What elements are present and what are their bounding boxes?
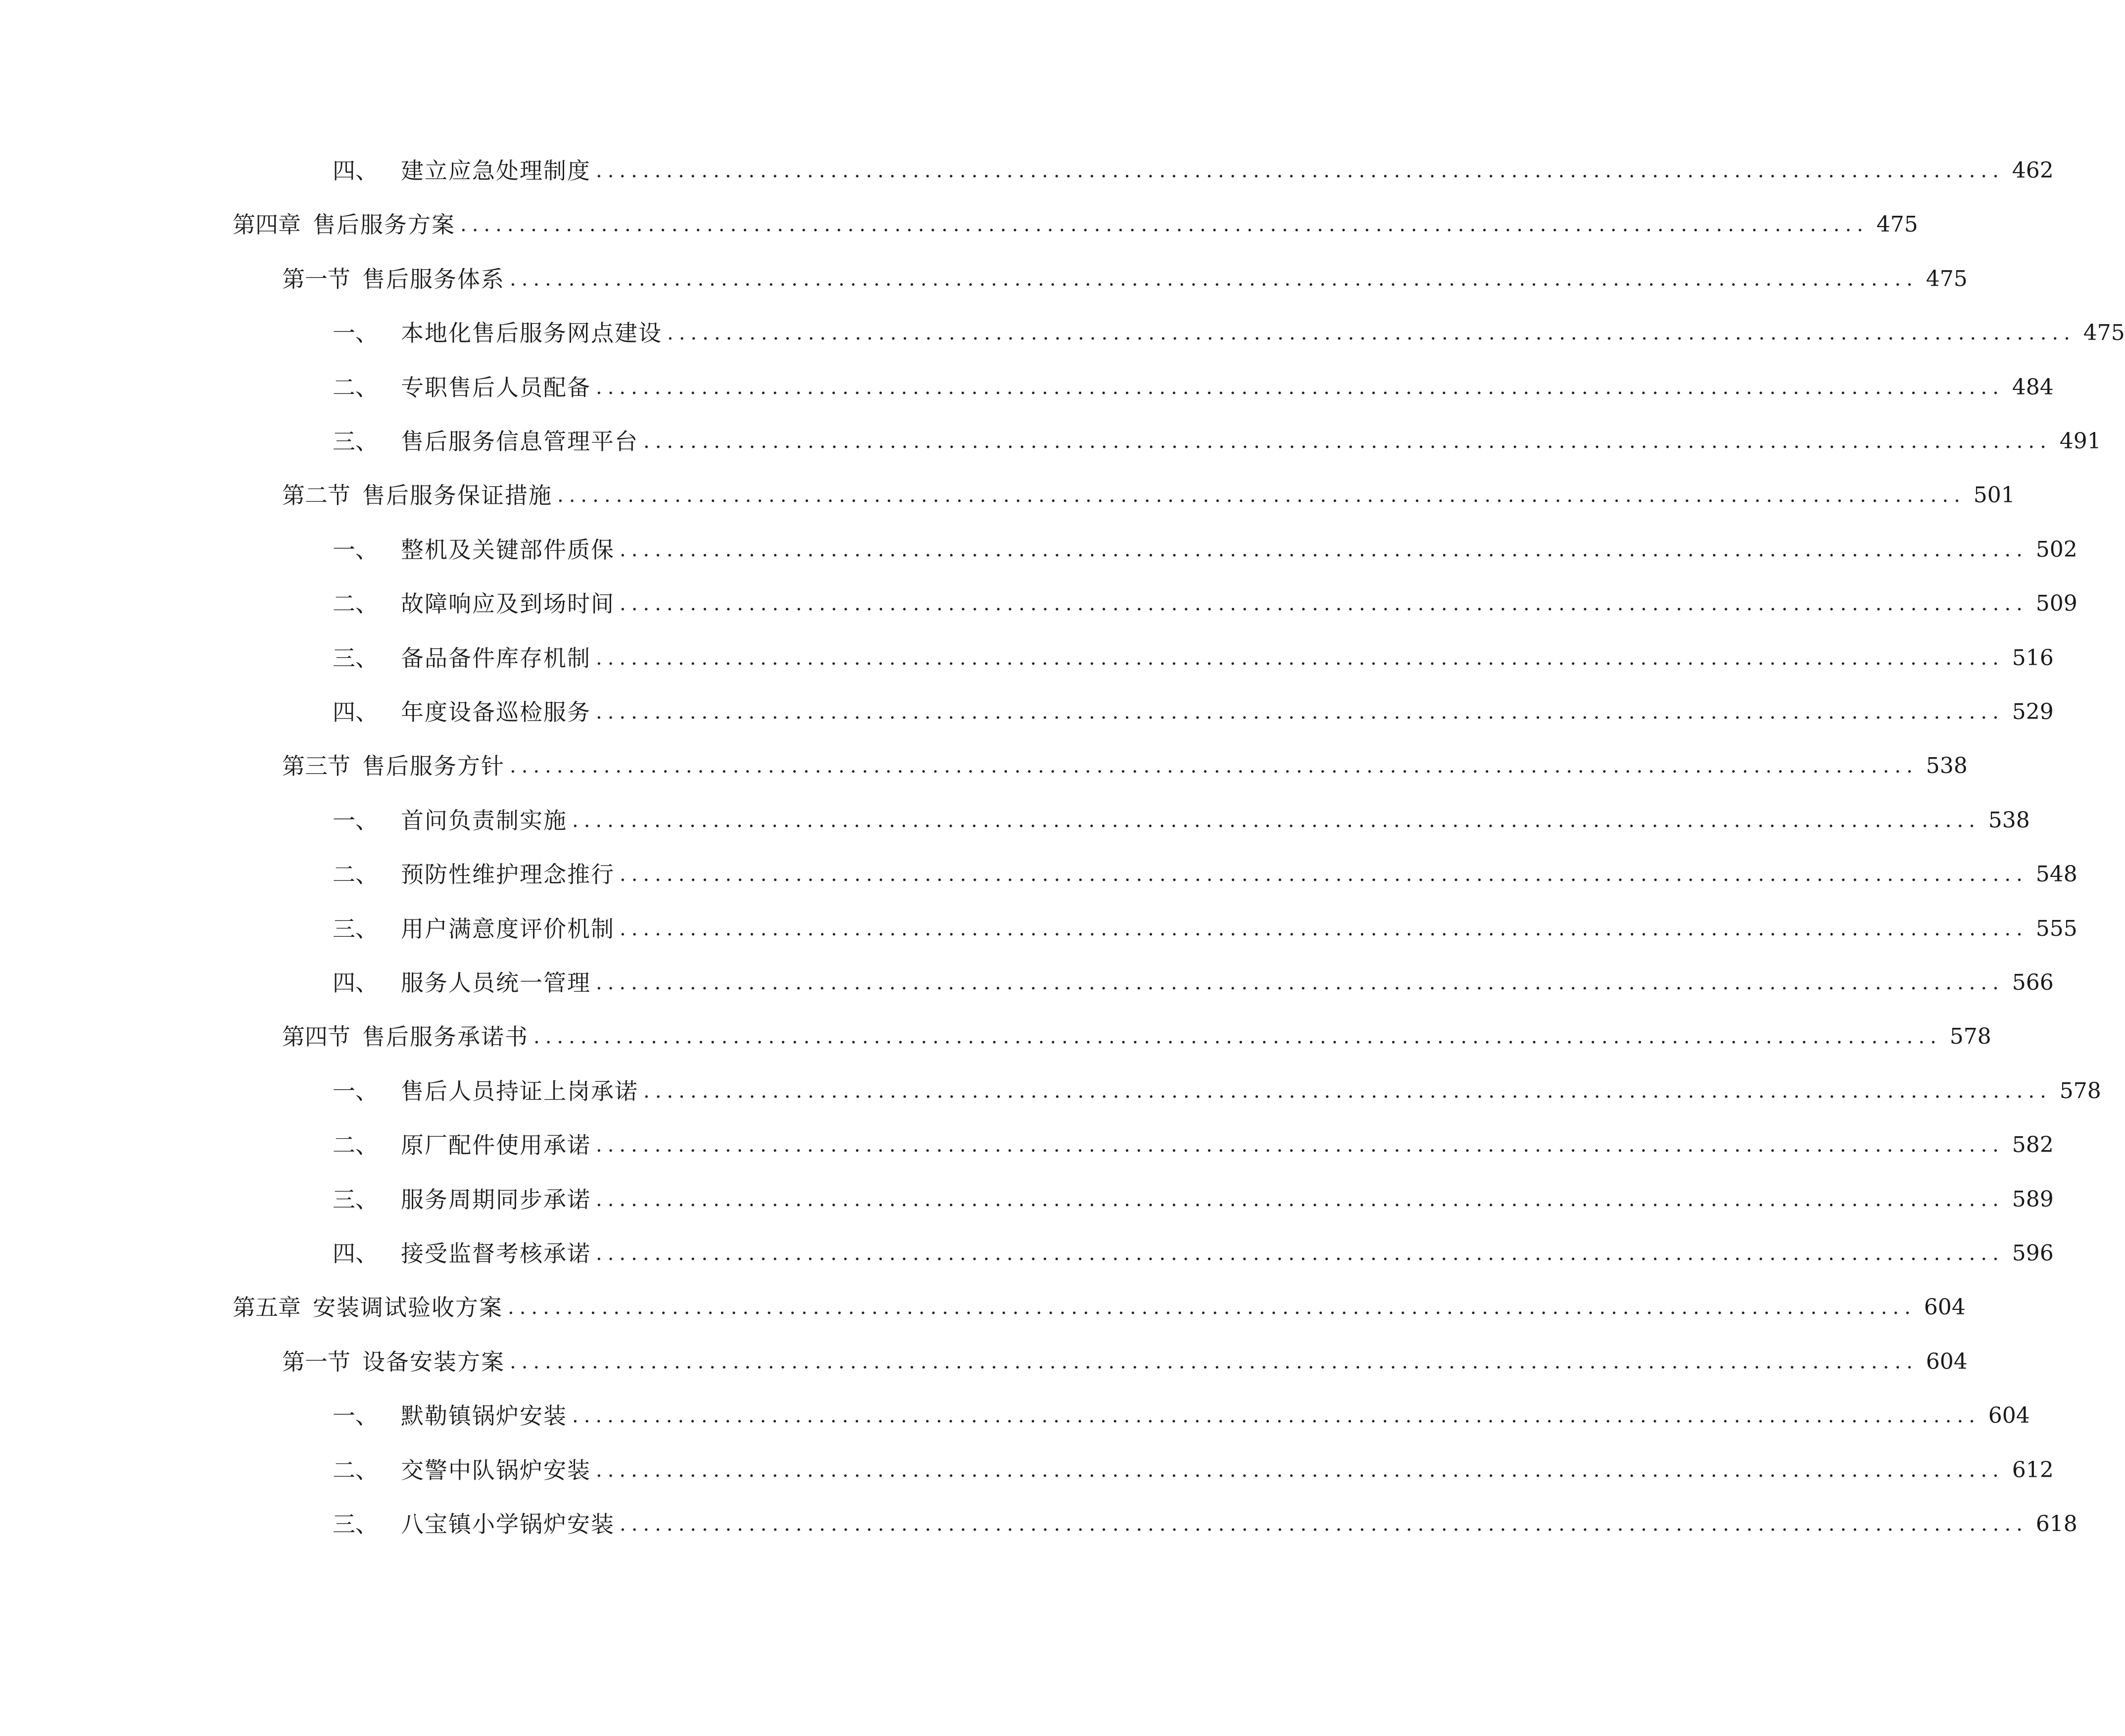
toc-entry-number: 第五章 (233, 1294, 301, 1321)
toc-dot-leader: ........................................................................................................................ (508, 1296, 1916, 1319)
toc-entry-title: 用户满意度评价机制 (401, 916, 615, 942)
toc-entry-title: 售后服务方案 (313, 211, 455, 238)
toc-entry-number: 一、 (333, 807, 378, 834)
toc-entry[interactable] (333, 1396, 2030, 1436)
toc-entry-page-number: 604 (1926, 1349, 1968, 1374)
toc-entry-number: 三、 (333, 645, 378, 672)
toc-entry[interactable] (333, 801, 2030, 840)
toc-dot-leader: ........................................................................................................................ (643, 430, 2052, 453)
toc-entry-number: 三、 (333, 916, 378, 942)
toc-entry-page-number: 604 (1924, 1295, 1966, 1320)
toc-entry-page-number: 589 (2012, 1187, 2054, 1212)
toc-entry-title: 设备安装方案 (362, 1349, 505, 1375)
toc-dot-leader: ........................................................................................................................ (596, 1242, 2004, 1265)
toc-entry-number: 二、 (333, 590, 378, 617)
toc-entry-number: 第三节 (282, 753, 350, 779)
toc-entry[interactable] (333, 855, 2077, 894)
toc-entry[interactable] (282, 476, 2015, 515)
toc-entry-title: 整机及关键部件质保 (401, 536, 615, 563)
toc-entry-page-number: 509 (2035, 591, 2077, 616)
toc-entry-page-number: 529 (2012, 699, 2054, 724)
toc-dot-leader: ........................................................................................................................ (510, 268, 1918, 290)
toc-dot-leader: ........................................................................................................................ (596, 971, 2004, 994)
toc-entry-number: 四、 (333, 969, 378, 996)
toc-entry[interactable] (333, 1450, 2054, 1490)
toc-dot-leader: ........................................................................................................................ (596, 701, 2004, 723)
toc-entry[interactable] (333, 530, 2077, 570)
toc-entry[interactable] (333, 1504, 2077, 1544)
toc-entry-number: 四、 (333, 157, 378, 184)
toc-dot-leader: ........................................................................................................................ (596, 376, 2004, 399)
toc-dot-leader: ........................................................................................................................ (572, 809, 1980, 832)
toc-entry-page-number: 491 (2059, 429, 2101, 454)
toc-entry-number: 二、 (333, 1132, 378, 1158)
toc-entry-title: 故障响应及到场时间 (401, 590, 615, 617)
toc-entry[interactable] (233, 205, 1918, 244)
toc-entry-page-number: 604 (1988, 1403, 2030, 1428)
toc-entry-number: 一、 (333, 1402, 378, 1429)
toc-entry-page-number: 582 (2012, 1132, 2054, 1157)
toc-entry-title: 售后服务保证措施 (362, 482, 552, 509)
toc-dot-leader: ........................................................................................................................ (596, 1459, 2004, 1482)
toc-entry-number: 三、 (333, 1186, 378, 1213)
toc-entry-title: 备品备件库存机制 (401, 645, 591, 672)
toc-dot-leader: ........................................................................................................................ (596, 1134, 2004, 1157)
toc-entry-title: 售后服务体系 (362, 266, 505, 292)
toc-entry-title: 默勒镇锅炉安装 (401, 1402, 567, 1429)
toc-entry-title: 售后服务信息管理平台 (401, 428, 638, 455)
toc-entry[interactable] (282, 746, 1968, 786)
toc-dot-leader: ........................................................................................................................ (620, 863, 2028, 886)
toc-dot-leader: ........................................................................................................................ (557, 484, 1966, 507)
toc-entry-page-number: 501 (1973, 482, 2015, 508)
toc-entry-page-number: 475 (1926, 266, 1968, 291)
toc-entry-title: 建立应急处理制度 (401, 157, 591, 184)
toc-entry-number: 四、 (333, 699, 378, 725)
toc-entry-title: 年度设备巡检服务 (401, 699, 591, 725)
toc-entry[interactable] (333, 1125, 2054, 1165)
toc-entry-title: 安装调试验收方案 (313, 1294, 503, 1321)
toc-entry[interactable] (333, 909, 2077, 949)
toc-dot-leader: ........................................................................................................................ (460, 213, 1869, 236)
toc-dot-leader: ........................................................................................................................ (572, 1404, 1980, 1427)
toc-entry-title: 服务人员统一管理 (401, 969, 591, 996)
toc-entry-page-number: 618 (2035, 1511, 2077, 1537)
toc-dot-leader: ........................................................................................................................ (620, 592, 2028, 615)
toc-dot-leader: ........................................................................................................................ (596, 647, 2004, 670)
toc-entry-title: 原厂配件使用承诺 (401, 1132, 591, 1158)
toc-entry-number: 二、 (333, 374, 378, 401)
toc-dot-leader: ........................................................................................................................ (510, 1350, 1918, 1373)
toc-entry[interactable] (333, 1180, 2054, 1219)
toc-entry-title: 预防性维护理念推行 (401, 861, 615, 888)
toc-entry[interactable] (282, 1017, 1991, 1057)
toc-dot-leader: ........................................................................................................................ (596, 159, 2004, 182)
toc-entry[interactable] (333, 963, 2054, 1003)
toc-entry[interactable] (333, 368, 2054, 407)
toc-dot-leader: ........................................................................................................................ (620, 538, 2028, 561)
toc-entry-number: 三、 (333, 428, 378, 455)
toc-entry-number: 一、 (333, 320, 378, 346)
toc-entry-title: 交警中队锅炉安装 (401, 1457, 591, 1484)
toc-dot-leader: ........................................................................................................................ (643, 1080, 2052, 1103)
toc-entry-page-number: 516 (2012, 645, 2054, 671)
toc-entry-page-number: 484 (2012, 375, 2054, 400)
toc-dot-leader: ........................................................................................................................ (510, 755, 1918, 777)
toc-dot-leader: ........................................................................................................................ (667, 322, 2076, 344)
toc-entry-page-number: 462 (2012, 158, 2054, 183)
toc-entry-number: 第四章 (233, 211, 301, 238)
toc-entry-number: 三、 (333, 1511, 378, 1538)
toc-entry-page-number: 578 (2059, 1078, 2101, 1104)
toc-entry[interactable] (233, 1288, 1966, 1327)
toc-dot-leader: ........................................................................................................................ (620, 1513, 2028, 1536)
toc-entry-title: 售后服务方针 (362, 753, 505, 779)
toc-entry[interactable] (333, 313, 2125, 353)
toc-entry-title: 接受监督考核承诺 (401, 1240, 591, 1267)
toc-entry-title: 售后人员持证上岗承诺 (401, 1078, 638, 1105)
toc-entry-page-number: 502 (2035, 537, 2077, 562)
toc-entry-number: 二、 (333, 1457, 378, 1484)
toc-dot-leader: ........................................................................................................................ (620, 917, 2028, 940)
toc-entry-title: 本地化售后服务网点建设 (401, 320, 662, 346)
toc-entry[interactable] (282, 259, 1968, 299)
toc-entry-number: 一、 (333, 536, 378, 563)
toc-entry-page-number: 612 (2012, 1457, 2054, 1483)
toc-dot-leader: ........................................................................................................................ (596, 1188, 2004, 1211)
toc-entry[interactable] (333, 1071, 2101, 1111)
toc-entry[interactable] (333, 692, 2054, 732)
toc-entry-title: 八宝镇小学锅炉安装 (401, 1511, 615, 1538)
toc-entry-number: 第一节 (282, 1349, 350, 1375)
toc-entry-title: 专职售后人员配备 (401, 374, 591, 401)
toc-entry[interactable] (333, 584, 2077, 624)
toc-entry-number: 四、 (333, 1240, 378, 1267)
toc-entry-number: 第四节 (282, 1023, 350, 1050)
toc-entry-page-number: 475 (1876, 212, 1918, 237)
toc-entry-page-number: 538 (1988, 808, 2030, 833)
toc-entry[interactable] (333, 151, 2054, 191)
toc-entry-title: 售后服务承诺书 (362, 1023, 529, 1050)
toc-entry-page-number: 596 (2012, 1241, 2054, 1266)
toc-entry[interactable] (282, 1342, 1968, 1382)
toc-entry-page-number: 548 (2035, 862, 2077, 887)
toc-entry-page-number: 566 (2012, 970, 2054, 995)
toc-entry-page-number: 475 (2083, 320, 2125, 345)
toc-entry-number: 第一节 (282, 266, 350, 292)
toc-entry-number: 二、 (333, 861, 378, 888)
toc-entry[interactable] (333, 422, 2101, 461)
toc-entry-number: 一、 (333, 1078, 378, 1105)
toc-entry-page-number: 538 (1926, 753, 1968, 778)
toc-entry-title: 服务周期同步承诺 (401, 1186, 591, 1213)
toc-entry-page-number: 555 (2035, 916, 2077, 941)
toc-entry-page-number: 578 (1949, 1024, 1991, 1049)
toc-entry-number: 第二节 (282, 482, 350, 509)
toc-entry[interactable] (333, 1234, 2054, 1273)
toc-dot-leader: ........................................................................................................................ (533, 1025, 1942, 1048)
toc-entry[interactable] (333, 638, 2054, 678)
toc-entry-title: 首问负责制实施 (401, 807, 567, 834)
